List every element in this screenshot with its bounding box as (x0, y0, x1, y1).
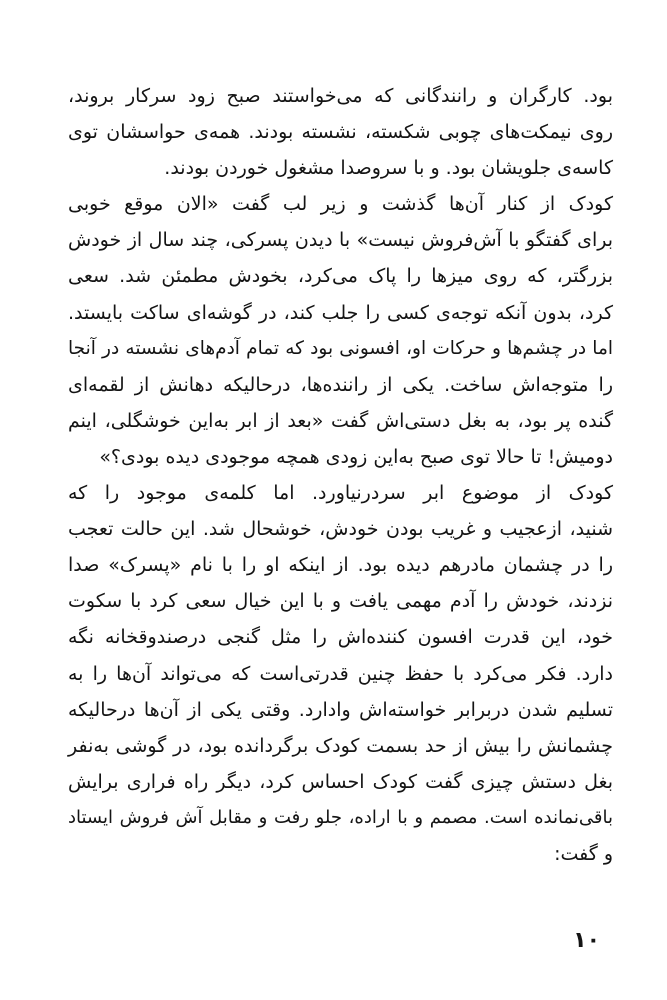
text-line: کودک از موضوع ابر سردرنیاورد. اما کلمه‌ی موجود را که (68, 482, 613, 505)
text-line: برای گفتگو با آش‌فروش نیست» با دیدن پسرکی، چند سال از خودش (68, 229, 613, 252)
text-line: خود، این قدرت افسون کننده‌اش را مثل گنجی درصندوقخانه نگه (68, 626, 613, 649)
text-line: گنده پر بود، به بغل دستی‌اش گفت «بعد از ابر به‌این خوشگلی، اینم (68, 409, 613, 432)
body-text (68, 78, 613, 872)
text-line: کرد، بدون آنکه توجه‌ی کسی را جلب کند، در گوشه‌ای ساکت بایستد. (68, 301, 613, 324)
text-line: نزدند، خودش را آدم مهمی یافت و با این خیال سعی کرد با سکوت (68, 590, 613, 613)
text-line: کاسه‌ی جلویشان بود. و با سروصدا مشغول خوردن بودند. (164, 157, 613, 180)
text-line: دومیش! تا حالا توی صبح به‌این زودی همچه موجودی دیده بودی؟» (99, 445, 613, 468)
text-line: کودک از کنار آن‌ها گذشت و زیر لب گفت «الان موقع خوبی (68, 193, 613, 216)
text-line: تسلیم شدن دربرابر خواسته‌اش وادارد. وقتی یکی از آن‌ها درحالیکه (68, 698, 613, 721)
text-line: باقی‌نمانده است. مصمم و با اراده، جلو رفت و مقابل آش فروش ایستاد (68, 806, 613, 828)
text-line: را در چشمان مادرهم دیده بود. از اینکه او را با نام «پسرک» صدا (68, 554, 613, 577)
text-line: روی نیمکت‌های چوبی شکسته، نشسته بودند. همه‌ی حواسشان توی (68, 121, 613, 144)
text-line: بود. کارگران و رانندگانی که می‌خواستند صبح زود سرکار بروند، (68, 85, 613, 107)
text-line: چشمانش را بیش از حد بسمت کودک برگردانده بود، در گوشی به‌نفر (68, 734, 613, 757)
text-line: اما در چشم‌ها و حرکات او، افسونی بود که تمام آدم‌های نشسته در آنجا (68, 337, 613, 359)
text-line: بغل دستش چیزی گفت کودک احساس کرد، دیگر راه فراری برایش (68, 770, 613, 793)
page-number: ۱۰ (573, 928, 600, 953)
text-line: دارد. فکر می‌کرد با حفظ چنین قدرتی‌است که می‌تواند آن‌ها را به (68, 662, 613, 685)
text-line: و گفت: (554, 842, 613, 865)
text-line: را متوجه‌اش ساخت. یکی از راننده‌ها، درحالیکه دهانش از لقمه‌ای (68, 373, 613, 396)
text-line: بزرگتر، که روی میزها را پاک می‌کرد، بخودش مطمئن شد. سعی (68, 265, 613, 288)
text-line: شنید، ازعجیب و غریب بودن خودش، خوشحال شد. این حالت تعجب (68, 518, 613, 541)
